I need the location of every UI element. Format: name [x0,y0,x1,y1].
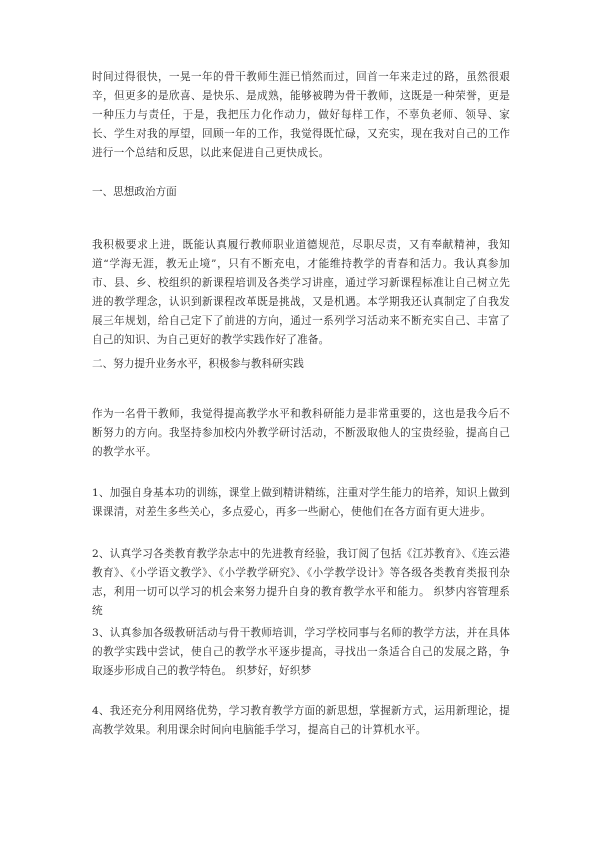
politics-paragraph: 我积极要求上进，既能认真履行教师职业道德规范，尽职尽责，又有奉献精神，我知道“学海无涯，教无止境”，只有不断充电，才能维持教学的青春和活力。我认真参加市、县、乡、校组织的新课程培训及各类学习讲座，通过学习新课程标准让自己树立先进的教学理念，认识到新课程改革既是挑战，又是机遇。本学期我还认真制定了自我发展三年规划，给自己定下了前进的方向，通过一系列学习活动来不断充实自己、丰富了自己的知识、为自己更好的教学实践作好了准备。 [92,239,510,346]
section-heading-professional: 二、努力提升业务水平，积极参与教科研实践 [92,358,304,370]
list-item-3: 3、认真参加各级教研活动与骨干教师培训，学习学校同事与名师的教学方法，并在具体的教学实践中尝试，使自己的教学水平逐步提高，寻找出一条适合自己的发展之路，争取逐步形成自己的教学特色。 织梦好，好织梦 [92,627,510,677]
list-item-4: 4、我还充分利用网络优势，学习教育教学方面的新思想，掌握新方式，运用新理论，提高教学效果。利用课余时间向电脑能手学习，提高自己的计算机水平。 [92,705,510,736]
intro-paragraph: 时间过得很快，一晃一年的骨干教师生涯已悄然而过，回首一年来走过的路，虽然很艰辛，但更多的是欣喜、是快乐、是成熟，能够被聘为骨干教师，这既是一种荣誉，更是一种压力与责任，于是，我把压力化作动力，做好每样工作，不辜负老师、领导、家长、学生对我的厚望，回顾一年的工作，我觉得既忙碌，又充实，现在我对自己的工作进行一个总结和反思，以此来促进自己更快成长。 [92,71,510,159]
professional-paragraph: 作为一名骨干教师，我觉得提高教学水平和教科研能力是非常重要的，这也是我今后不断努力的方向。我坚持参加校内外教学研讨活动，不断汲取他人的宝贵经验，提高自己的教学水平。 [92,408,510,458]
list-item-2: 2、认真学习各类教育教学杂志中的先进教育经验，我订阅了包括《江苏教育》、《连云港教育》、《小学语文教学》、《小学教学研究》、《小学教学设计》等各级各类教育类报刊杂志，利用一切可以学习的机会来努力提升自身的教育教学水平和能力。 织梦内容管理系统 [92,548,510,617]
list-item-1: 1、加强自身基本功的训练，课堂上做到精讲精练，注重对学生能力的培养，知识上做到课课清，对差生多些关心，多点爱心，再多一些耐心，使他们在各方面有更大进步。 [92,487,510,518]
section-heading-politics: 一、思想政治方面 [92,186,177,198]
